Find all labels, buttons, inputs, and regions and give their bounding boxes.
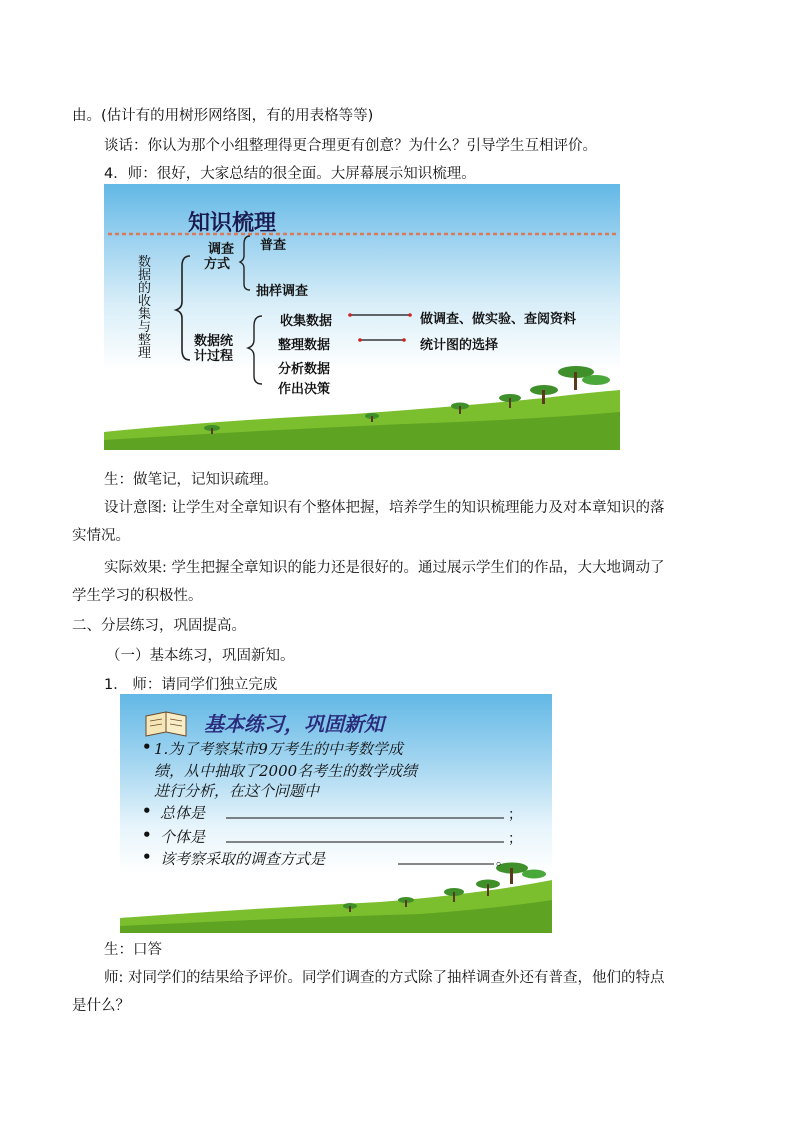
individual-end: ； bbox=[508, 831, 522, 847]
organize-detail: 统计图的选择 bbox=[420, 338, 499, 353]
survey-method-label: 调查 方式 bbox=[204, 242, 235, 272]
survey-method-question: 该考察采取的调查方式是 bbox=[160, 850, 326, 868]
census-label: 普查 bbox=[260, 238, 287, 253]
collect-detail: 做调查、做实验、查阅资料 bbox=[420, 312, 577, 327]
bullet: • bbox=[142, 802, 152, 820]
population-label: 总体是 bbox=[160, 804, 206, 822]
process-label: 数据统 计过程 bbox=[194, 334, 234, 364]
survey-method-end: 。 bbox=[496, 853, 510, 869]
paragraph-line: 谈话：你认为那个小组整理得更合理更有创意？为什么？引导学生互相评价。 bbox=[104, 138, 597, 154]
subsection-heading: （一）基本练习，巩固新知。 bbox=[106, 648, 295, 664]
question-line: 进行分析，在这个问题中 bbox=[154, 782, 320, 800]
paragraph-line: 设计意图: 让学生对全章知识有个整体把握，培养学生的知识梳理能力及对本章知识的落 bbox=[104, 500, 665, 516]
paragraph-line: 4．师：很好，大家总结的很全面。大屏幕展示知识梳理。 bbox=[104, 166, 476, 182]
paragraph-line: 是什么？ bbox=[72, 998, 130, 1014]
paragraph-line: 生：口答 bbox=[104, 942, 162, 958]
section-heading: 二、分层练习，巩固提高。 bbox=[72, 618, 246, 634]
organize-data-label: 整理数据 bbox=[278, 338, 331, 353]
sample-survey-label: 抽样调查 bbox=[256, 284, 309, 299]
paragraph-line: 由。(估计有的用树形网络图，有的用表格等等) bbox=[72, 108, 374, 124]
basic-practice-slide bbox=[120, 694, 552, 933]
paragraph-line: 生：做笔记，记知识疏理。 bbox=[104, 472, 278, 488]
knowledge-summary-slide bbox=[104, 184, 620, 450]
analyze-data-label: 分析数据 bbox=[278, 362, 331, 377]
question-line: 1.为了考察某市9万考生的中考数学成 bbox=[154, 740, 403, 758]
bullet: • bbox=[142, 826, 152, 844]
population-end: ； bbox=[508, 807, 522, 823]
collect-data-label: 收集数据 bbox=[280, 314, 333, 329]
paragraph-line: 实情况。 bbox=[72, 528, 130, 544]
slide-title: 基本练习，巩固新知 bbox=[204, 712, 384, 736]
question-line: 绩，从中抽取了2000名考生的数学成绩 bbox=[154, 762, 418, 780]
slide-title: 知识梳理 bbox=[188, 211, 277, 236]
paragraph-line: 实际效果: 学生把握全章知识的能力还是很好的。通过展示学生们的作品，大大地调动了 bbox=[104, 560, 665, 576]
vertical-label: 数据的收集与整理 bbox=[138, 255, 152, 361]
decide-label: 作出决策 bbox=[278, 382, 331, 397]
bullet: • bbox=[142, 738, 152, 756]
paragraph-line: 师: 对同学们的结果给予评价。同学们调查的方式除了抽样调查外还有普查，他们的特点 bbox=[104, 970, 665, 986]
bullet: • bbox=[142, 848, 152, 866]
paragraph-line: 1． 师：请同学们独立完成 bbox=[104, 677, 278, 693]
paragraph-line: 学生学习的积极性。 bbox=[72, 588, 203, 604]
book-icon bbox=[146, 712, 186, 736]
individual-label: 个体是 bbox=[160, 828, 206, 846]
